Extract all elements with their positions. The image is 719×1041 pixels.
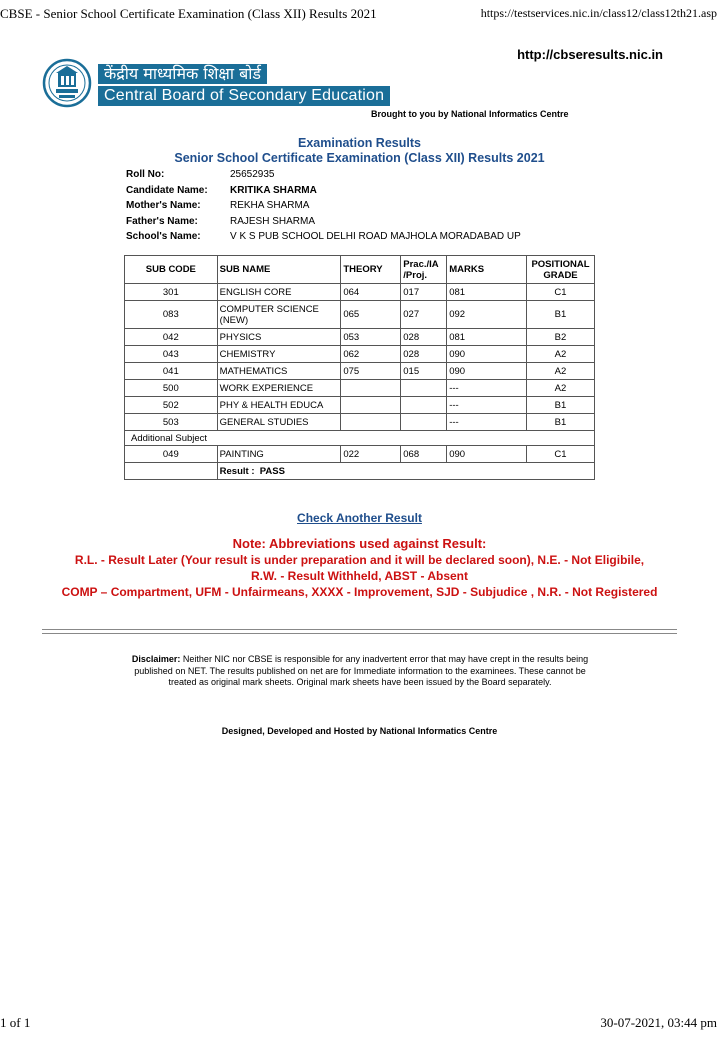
- sub-code-cell: 083: [125, 301, 218, 329]
- theory-cell: [341, 414, 401, 431]
- info-value: 25652935: [230, 169, 275, 181]
- board-name-hindi: केंद्रीय माध्यमिक शिक्षा बोर्ड: [98, 64, 267, 84]
- print-page-number: 1 of 1: [0, 1015, 31, 1030]
- note-line: R.W. - Result Withheld, ABST - Absent: [251, 569, 468, 583]
- info-label: Roll No:: [126, 169, 165, 181]
- board-name-english: Central Board of Secondary Education: [98, 86, 390, 106]
- cbse-results-link[interactable]: http://cbseresults.nic.in: [517, 47, 663, 62]
- sub-code-cell: 042: [125, 329, 218, 346]
- sub-code-cell: 500: [125, 380, 218, 397]
- marks-cell: ---: [447, 397, 527, 414]
- practical-cell: 015: [401, 363, 447, 380]
- grade-cell: B2: [526, 329, 594, 346]
- marks-cell: 090: [447, 346, 527, 363]
- marks-cell: ---: [447, 414, 527, 431]
- sub-name-cell: GENERAL STUDIES: [217, 414, 341, 431]
- sub-code-cell: 502: [125, 397, 218, 414]
- info-value: KRITIKA SHARMA: [230, 184, 317, 196]
- print-datetime: 30-07-2021, 03:44 pm: [600, 1015, 717, 1030]
- table-row: [125, 414, 595, 431]
- disclaimer-label: Disclaimer:: [131, 654, 181, 664]
- result-cell: [217, 463, 594, 480]
- print-page-title: CBSE - Senior School Certificate Examination (Class XII) Results 2021: [0, 6, 377, 21]
- practical-cell: 027: [401, 301, 447, 329]
- theory-cell: 053: [341, 329, 401, 346]
- practical-cell: [401, 380, 447, 397]
- sub-code-cell: 043: [125, 346, 218, 363]
- grade-cell: A2: [526, 380, 594, 397]
- sub-name-cell: PHY & HEALTH EDUCA: [217, 397, 341, 414]
- sub-name-cell: ENGLISH CORE: [217, 284, 341, 301]
- col-header-marks: MARKS: [447, 256, 527, 284]
- grade-cell: B1: [526, 414, 594, 431]
- father-name-row: [126, 214, 521, 230]
- sub-code-cell: 503: [125, 414, 218, 431]
- theory-cell: [341, 380, 401, 397]
- sub-name-cell: PHYSICS: [217, 329, 341, 346]
- sub-name-cell: MATHEMATICS: [217, 363, 341, 380]
- table-row: [125, 380, 595, 397]
- footer-credit: Designed, Developed and Hosted by National Informatics Centre: [221, 726, 498, 736]
- cbse-emblem-logo: [42, 58, 92, 108]
- info-label: Father's Name:: [126, 215, 198, 227]
- marks-cell: 090: [447, 363, 527, 380]
- note-line: COMP – Compartment, UFM - Unfairmeans, XXXX - Improvement, SJD - Subjudice , N.R. - Not Registered: [61, 585, 658, 599]
- grade-cell: A2: [526, 346, 594, 363]
- candidate-info: [126, 167, 521, 245]
- practical-cell: [401, 397, 447, 414]
- theory-cell: 075: [341, 363, 401, 380]
- grade-cell: B1: [526, 397, 594, 414]
- col-header-practical: Prac./IA /Proj.: [401, 256, 447, 284]
- note-title: Note: Abbreviations used against Result:: [232, 536, 487, 551]
- theory-cell: 065: [341, 301, 401, 329]
- check-another-result-link[interactable]: Check Another Result: [297, 511, 422, 525]
- grade-cell: B1: [526, 301, 594, 329]
- practical-cell: 028: [401, 329, 447, 346]
- info-value: REKHA SHARMA: [230, 200, 310, 212]
- table-header-row: [125, 256, 595, 284]
- candidate-name-row: [126, 183, 521, 199]
- mother-name-row: [126, 198, 521, 214]
- theory-cell: 062: [341, 346, 401, 363]
- practical-cell: 068: [401, 446, 447, 463]
- marks-cell: 090: [447, 446, 527, 463]
- exam-title: Examination Results: [298, 136, 421, 150]
- col-header-sub-name: SUB NAME: [217, 256, 341, 284]
- info-value: V K S PUB SCHOOL DELHI ROAD MAJHOLA MORADABAD UP: [230, 231, 521, 243]
- marks-table: [124, 255, 595, 480]
- grade-cell: C1: [526, 284, 594, 301]
- sub-code-cell: 041: [125, 363, 218, 380]
- info-value: RAJESH SHARMA: [230, 215, 316, 227]
- info-label: Candidate Name:: [126, 184, 208, 196]
- table-row: [125, 397, 595, 414]
- grade-cell: A2: [526, 363, 594, 380]
- marks-cell: 081: [447, 329, 527, 346]
- sub-code-cell: 301: [125, 284, 218, 301]
- info-label: School's Name:: [126, 231, 201, 243]
- result-row: [125, 463, 595, 480]
- disclaimer-text: Neither NIC nor CBSE is responsible for any inadvertent error that may have crept in the results being published on NET. The results published on net are for Immediate information to the examinees. These cannot be treated as original mark sheets. Original mark sheets have been issued by the Board separately.: [134, 654, 589, 687]
- table-row: [125, 346, 595, 363]
- col-header-theory: THEORY: [341, 256, 401, 284]
- col-header-grade: POSITIONAL GRADE: [526, 256, 594, 284]
- marks-cell: ---: [447, 380, 527, 397]
- grade-cell: C1: [526, 446, 594, 463]
- exam-subtitle: Senior School Certificate Examination (Class XII) Results 2021: [174, 151, 545, 165]
- note-body: [50, 552, 669, 600]
- note-line: R.L. - Result Later (Your result is under preparation and it will be declared soon), N.E. - Not Eligibile,: [74, 553, 645, 567]
- table-row: [125, 446, 595, 463]
- col-header-sub-code: SUB CODE: [125, 256, 218, 284]
- result-spacer: [125, 463, 218, 480]
- table-row: [125, 301, 595, 329]
- additional-subject-label: Additional Subject: [125, 431, 595, 446]
- table-row: [125, 363, 595, 380]
- sub-name-cell: WORK EXPERIENCE: [217, 380, 341, 397]
- sub-name-cell: PAINTING: [217, 446, 341, 463]
- theory-cell: [341, 397, 401, 414]
- print-page-url: https://testservices.nic.in/class12/class12th21.asp: [480, 6, 717, 20]
- divider: [42, 633, 677, 634]
- table-row: [125, 284, 595, 301]
- marks-cell: 081: [447, 284, 527, 301]
- table-row: [125, 329, 595, 346]
- result-label: Result :: [219, 465, 255, 477]
- disclaimer: [124, 654, 596, 689]
- practical-cell: [401, 414, 447, 431]
- brought-by-text: Brought to you by National Informatics Centre: [371, 109, 569, 119]
- roll-no-row: [126, 167, 521, 183]
- divider: [42, 629, 677, 630]
- practical-cell: 028: [401, 346, 447, 363]
- sub-name-cell: CHEMISTRY: [217, 346, 341, 363]
- sub-name-cell: COMPUTER SCIENCE (NEW): [217, 301, 341, 329]
- info-label: Mother's Name:: [126, 200, 201, 212]
- sub-code-cell: 049: [125, 446, 218, 463]
- school-name-row: [126, 229, 521, 245]
- result-value: PASS: [259, 465, 285, 477]
- theory-cell: 064: [341, 284, 401, 301]
- additional-subject-row: [125, 431, 595, 446]
- practical-cell: 017: [401, 284, 447, 301]
- theory-cell: 022: [341, 446, 401, 463]
- marks-cell: 092: [447, 301, 527, 329]
